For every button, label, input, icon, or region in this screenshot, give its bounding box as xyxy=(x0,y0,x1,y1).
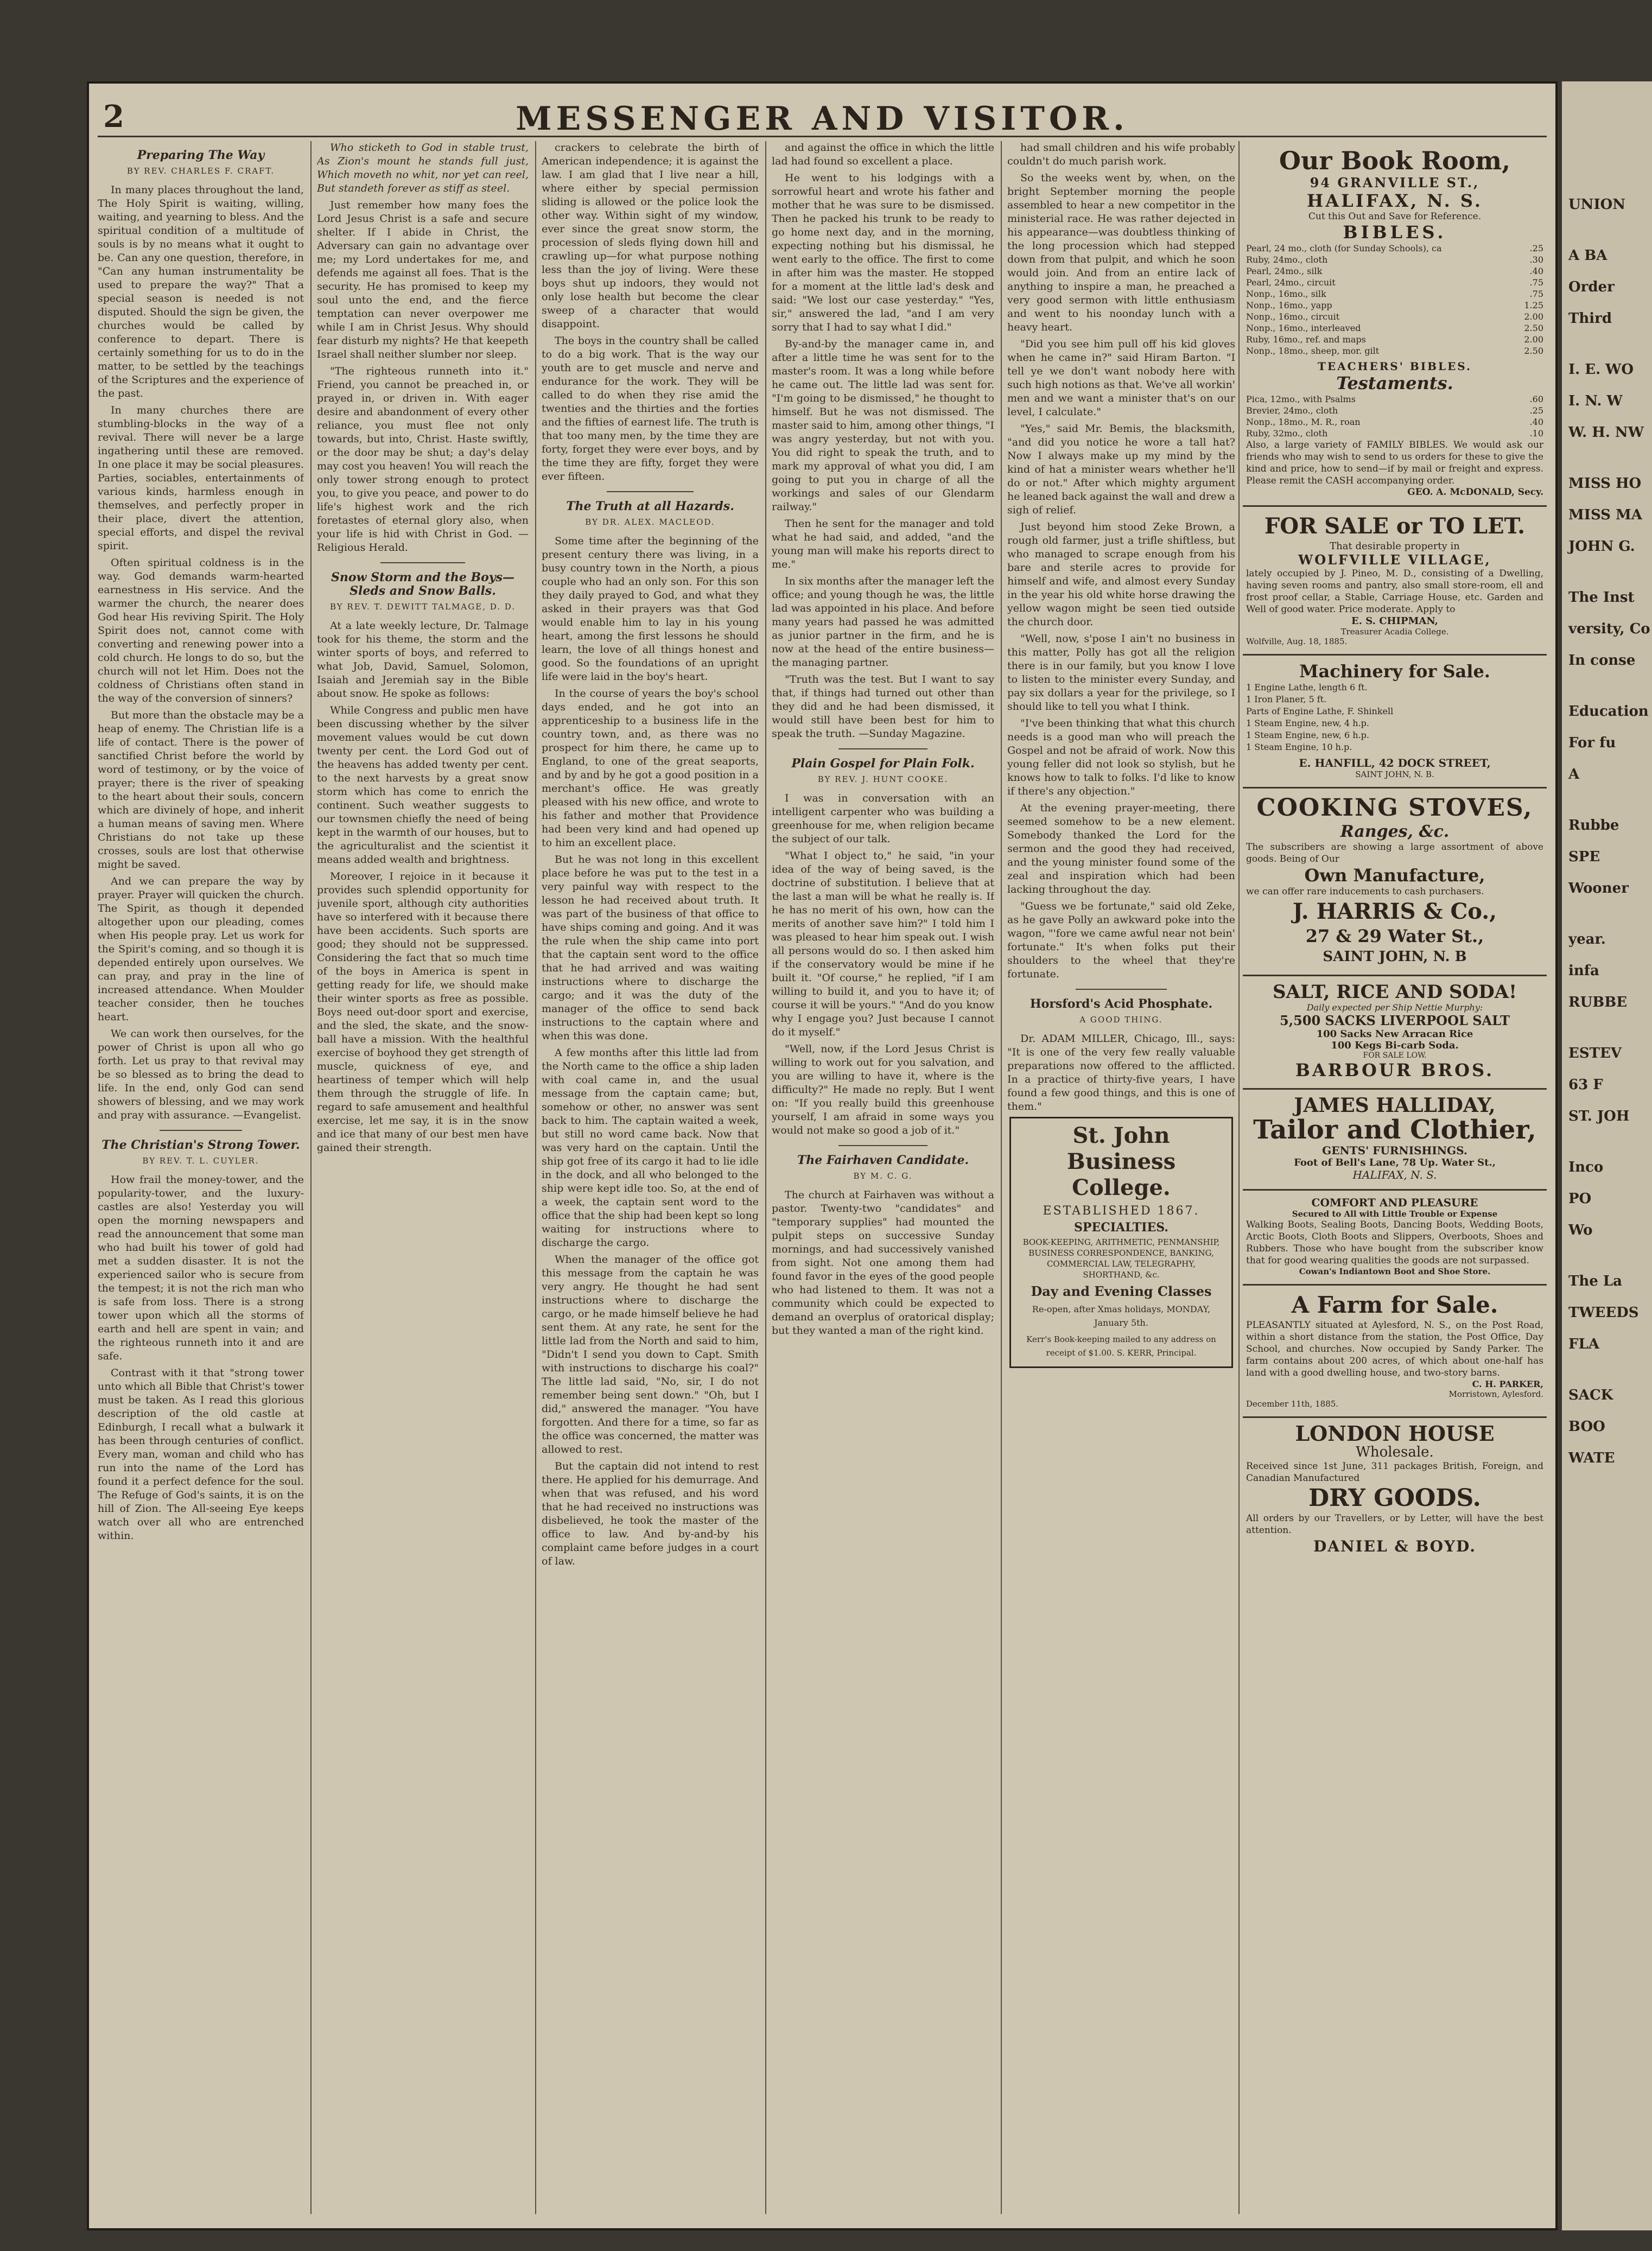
column-3 xyxy=(542,141,759,2225)
price-value: .60 xyxy=(1529,394,1543,404)
list-item: 1 Engine Lathe, length 6 ft. xyxy=(1246,682,1368,692)
adjacent-text-fragment: ESTEV xyxy=(1568,1045,1622,1061)
ad-body: Also, a large variety of FAMILY BIBLES. We would ask our friends who may wish to send to us orders for these to give the kind and price, how to send—if by mail or freight and express. Please remit the CASH accompanying order. xyxy=(1246,440,1543,486)
adjacent-text-fragment: TWEEDS xyxy=(1568,1305,1639,1321)
ad-body: Received since 1st June, 311 packages British, Foreign, and Canadian Manufactured xyxy=(1246,1461,1543,1484)
price-item: Pearl, 24mo., circuit xyxy=(1246,277,1336,288)
ad-section: Testaments. xyxy=(1336,373,1453,393)
adjacent-text-fragment: In conse xyxy=(1568,652,1636,669)
list-item: 1 Steam Engine, new, 6 h.p. xyxy=(1246,730,1369,740)
comfort-ad xyxy=(1243,1191,1547,1286)
ad-section: BIBLES. xyxy=(1343,222,1447,243)
ad-footer: Kerr's Book-keeping mailed to any address on receipt of $1.00. S. KERR, Principal. xyxy=(1026,1334,1216,1358)
ad-list: BOOK-KEEPING, ARITHMETIC, PENMANSHIP, BUSINESS CORRESPONDENCE, BANKING, COMMERCIAL LAW, TELEGRAPHY, SHORTHAND, &c. xyxy=(1022,1237,1220,1280)
ad-title: SALT, RICE AND SODA! xyxy=(1272,981,1517,1003)
byline: BY M. C. G. xyxy=(853,1171,913,1181)
paragraph: And we can prepare the way by prayer. Prayer will quicken the church. The Spirit, as though it depended altogether upon our pleading, comes when His people pray. Let us work for the Spirit's coming, and so though it is depended entirely upon ourselves. We can pray, and pray in the line of increased attendance. When Moulder teacher consider, then he touches heart. xyxy=(98,875,304,1023)
adjacent-text-fragment: WATE xyxy=(1568,1450,1615,1466)
price-value: 2.50 xyxy=(1524,323,1543,333)
price-value: 2.50 xyxy=(1524,346,1543,356)
paragraph: But he was not long in this excellent place before he was put to the test in a very painful way with respect to the lesson he had received about truth. It was part of the business of that office to have ships coming and going. And it was the rule when the ship came into port that the captain sent word to the office that he had arrived and was waiting instructions where to discharge the cargo; and it was the duty of the manager of the office to send back instructions to the captain where and when this was done. xyxy=(542,854,759,1042)
ad-body: lately occupied by J. Pineo, M. D., consisting of a Dwelling, having seven rooms and pantry, also small store-room, ell and frost proof cellar, a Stable, Carriage House, etc. Garden and Well of good water. Price moderate. Apply to xyxy=(1246,568,1543,615)
list-item: Parts of Engine Lathe, F. Shinkell xyxy=(1246,706,1394,716)
paragraph: "Yes," said Mr. Bemis, the blacksmith, "and did you notice he wore a tall hat? Now I always make up my mind by the kind of hat a minister wears whether he'll do or not." After which mighty argument he leaned back against the wall and drew a sigh of relief. xyxy=(1007,423,1235,516)
adjacent-text-fragment: Inco xyxy=(1568,1159,1604,1175)
ad-title: Our Book Room, xyxy=(1279,146,1511,175)
paragraph: In the course of years the boy's school days ended, and he got into an apprenticeship to a business life in the country town, and, as there was no prospect for him there, he came up to England, to one of the great seaports, and by and by he got a good position in a merchant's office. He was greatly pleased with his new office, and wrote to his father and mother that Providence had been very kind and had opened up to him an excellent place. xyxy=(542,688,759,849)
article-heading: Preparing The Way xyxy=(137,148,265,162)
column-4 xyxy=(772,141,994,2225)
paragraph: In many churches there are stumbling-blocks in the way of a revival. There will never be a large ingathering until these are removed. In one place it may be social pleasures. Parties, sociables, entertainments of various kinds, harmless enough in themselves, and perfectly proper in their place, divert the attention, special efforts, and dispel the revival spirit. xyxy=(98,404,304,552)
salt-ad xyxy=(1243,976,1547,1090)
price-row xyxy=(1246,300,1543,311)
masthead xyxy=(87,92,1558,141)
paragraph: But the captain did not intend to rest there. He applied for his demurrage. And when that was refused, and his word that he had received no instructions was disbelieved, he took the master of the office to law. And by-and-by his complaint came before judges in a court of law. xyxy=(542,1460,759,1567)
article-heading: The Fairhaven Candidate. xyxy=(797,1153,969,1167)
adjacent-text-fragment: MISS MA xyxy=(1568,507,1642,523)
price-item: Nonp., 18mo., sheep, mor. gilt xyxy=(1246,346,1380,356)
adjacent-text-fragment: RUBBE xyxy=(1568,994,1628,1010)
adjacent-text-fragment: W. H. NW xyxy=(1568,424,1644,441)
paragraph: Then he sent for the manager and told what he had said, and added, "and the young man will make his reports direct to me." xyxy=(772,518,994,570)
paragraph: had small children and his wife probably couldn't do much parish work. xyxy=(1007,142,1235,167)
column-rule xyxy=(310,141,312,2214)
adjacent-text-fragment: UNION xyxy=(1568,196,1626,213)
ad-subheading: A GOOD THING. xyxy=(1079,1015,1163,1025)
adjacent-text-fragment: I. E. WO xyxy=(1568,361,1634,378)
paragraph: We can work then ourselves, for the power of Christ is upon all who go forth. Let us pray to that revival may be so blessed as to bring the dead to life. In the end, only God can send showers of blessing, and we may work and pray with assurance. —Evangelist. xyxy=(98,1028,304,1121)
ad-title: COMFORT AND PLEASURE xyxy=(1311,1196,1478,1209)
adjacent-text-fragment: FLA xyxy=(1568,1336,1599,1352)
price-row xyxy=(1246,345,1543,357)
adjacent-text-fragment: SACK xyxy=(1568,1387,1613,1403)
adjacent-text-fragment: Wooner xyxy=(1568,880,1629,896)
price-item: Nonp., 16mo., yapp xyxy=(1246,300,1332,310)
price-value: .40 xyxy=(1529,266,1543,276)
paragraph: So the weeks went by, when, on the bright September morning the people assembled to hear a new competitor in the ministerial race. He was rather dejected in his appearance—was doubtless thinking of the long procession which had stepped down from that pulpit, and which he soon would join. And from an entire lack of anything to inspire a man, he preached a very good sermon with little enthusiasm and went to his noonday lunch with a heavy heart. xyxy=(1007,172,1235,333)
ad-heading: Horsford's Acid Phosphate. xyxy=(1030,997,1213,1011)
ad-note: Cut this Out and Save for Reference. xyxy=(1308,211,1482,222)
price-value: .40 xyxy=(1529,417,1543,427)
column-rule xyxy=(1238,141,1240,2214)
divider xyxy=(1076,989,1167,990)
ad-line: 5,500 SACKS LIVERPOOL SALT xyxy=(1280,1013,1510,1028)
ad-agent-title: Treasurer Acadia College. xyxy=(1340,627,1449,637)
ad-place: WOLFVILLE VILLAGE, xyxy=(1298,552,1491,568)
paragraph: I was in conversation with an intelligent carpenter who was building a greenhouse for me, when religion became the subject of our talk. xyxy=(772,792,994,845)
ad-line: FOR SALE LOW. xyxy=(1363,1051,1427,1060)
paragraph: "Well, now, if the Lord Jesus Christ is willing to work out for you salvation, and you are willing to have it, where is the difficulty?" He made no reply. But I went on: "If you really build this greenhouse yourself, I am afraid in some ways you would not make so good a job of it." xyxy=(772,1043,994,1136)
price-item: Nonp., 18mo., M. R., roan xyxy=(1246,417,1361,427)
price-row xyxy=(1246,254,1543,265)
ad-seller: E. HANFILL, 42 DOCK STREET, xyxy=(1299,756,1491,770)
ad-reopen: Re-open, after Xmas holidays, MONDAY, January 5th. xyxy=(1032,1304,1211,1328)
ad-firm: BARBOUR BROS. xyxy=(1295,1060,1495,1080)
paragraph: A few months after this little lad from the North came to the office a ship laden with coal came in, and the usual message from the captain came; but, somehow or other, no answer was sent back to him. The captain waited a week, but still no word came back. Now that was very hard on the captain. Until the ship got free of its cargo it had to lie idle in the dock, and all who belonged to the ship were kept idle too. So, at the end of a week, the captain sent word to the office that the ship had been kept so long waiting for instructions where to discharge the cargo. xyxy=(542,1047,759,1249)
ad-city: SAINT JOHN, N. B xyxy=(1323,949,1467,965)
price-row xyxy=(1246,311,1543,322)
paragraph: At the evening prayer-meeting, there seemed somehow to be a new element. Somebody thanked the Lord for the sermon and the good they had received, and the young minister found some of the zeal and inspiration which had been lacking throughout the day. xyxy=(1007,802,1235,895)
ad-body: we can offer rare inducements to cash purchasers. xyxy=(1246,886,1484,897)
ad-city: HALIFAX, N. S. xyxy=(1352,1168,1437,1181)
ad-sub: Daily expected per Ship Nettie Murphy: xyxy=(1306,1002,1483,1013)
divider xyxy=(380,562,465,563)
byline: BY REV. CHARLES F. CRAFT. xyxy=(126,166,275,176)
ad-sub: Secured to All with Little Trouble or Expense xyxy=(1292,1209,1498,1219)
price-row xyxy=(1246,243,1543,254)
adjacent-text-fragment: Rubbe xyxy=(1568,817,1619,834)
london-house-ad xyxy=(1243,1418,1547,1565)
list-item: 1 Iron Planer, 5 ft. xyxy=(1246,694,1327,704)
ad-established: ESTABLISHED 1867. xyxy=(1043,1204,1200,1218)
ad-classes: Day and Evening Classes xyxy=(1031,1283,1212,1299)
ad-address: 94 GRANVILLE ST., xyxy=(1310,175,1480,190)
byline: BY REV. T. L. CUYLER. xyxy=(142,1156,259,1166)
adjacent-text-fragment: Education xyxy=(1568,703,1649,720)
paragraph: At a late weekly lecture, Dr. Talmage took for his theme, the storm and the winter sports of boys, and referred to what Job, David, Samuel, Solomon, Isaiah and Jeremiah say in the Bible about snow. He spoke as follows: xyxy=(317,620,529,700)
column-1 xyxy=(98,141,304,2225)
paragraph: He went to his lodgings with a sorrowful heart and wrote his father and mother that he was sure to be dismissed. Then he packed his trunk to be ready to go home next day, and in the morning, expecting nothing but his dismissal, he went early to the office. The first to come in after him was the master. He stopped for a moment at the little lad's desk and said: "We lost our case yesterday." "Yes, sir," answered the lad, "and I am very sorry that I had to say what I did." xyxy=(772,172,994,333)
paragraph: "Guess we be fortunate," said old Zeke, as he gave Polly an awkward poke into the wagon, "'fore we came awful near not bein' fortunate." It's when folks put their shoulders to the wheel that they're fortunate. xyxy=(1007,900,1235,980)
adjacent-text-fragment: versity, Co xyxy=(1568,621,1650,637)
bible-price-list xyxy=(1246,243,1543,357)
adjacent-text-fragment: A BA xyxy=(1568,247,1607,264)
byline: BY REV. T. DEWITT TALMAGE, D. D. xyxy=(329,602,516,612)
paragraph: Just remember how many foes the Lord Jesus Christ is a safe and secure shelter. If I abide in Christ, the Adversary can gain no advantage over me; my Lord undertakes for me, and defends me against all foes. That is the security. He has promised to keep my soul unto the end, and the fierce temptation can never overpower me while I am in Christ Jesus. Why should fear disturb my nights? He that keepeth Israel shall neither slumber nor sleep. xyxy=(317,199,529,360)
byline: BY DR. ALEX. MACLEOD. xyxy=(585,517,715,527)
column-5 xyxy=(1007,141,1235,2225)
book-room-ad xyxy=(1243,141,1547,507)
adjacent-text-fragment: Order xyxy=(1568,279,1615,295)
ad-title: FOR SALE or TO LET. xyxy=(1264,513,1526,539)
paragraph: "What I object to," he said, "in your idea of the way of being saved, is the doctrine of substitution. I believe that at the last a man will be what he really is. If he has no merit of his own, how can the merits of another save him?" I told him I was pleased to hear him speak out. I wish all persons would do so. I then asked him if the conservatory would be mine if he built it. "Of course," he replied, "if I am willing to build it, and you to have it; of course it will be yours." "And do you know why I engage you? Just because I cannot do it myself." xyxy=(772,850,994,1038)
price-item: Nonp., 16mo., silk xyxy=(1246,289,1326,299)
list-item: 1 Steam Engine, 10 h.p. xyxy=(1246,742,1352,752)
price-value: 2.00 xyxy=(1524,334,1543,345)
paragraph: crackers to celebrate the birth of American independence; it is against the law. I am glad that I live near a hill, where either by special permission sliding is allowed or the police look the other way. Within sight of my window, ever since the great snow storm, the procession of sleds flying down hill and crawling up—for what purpose nothing less than the joy of living. Were these boys shut up indoors, they would not only lose health but become the clear sweep of a character that would disappoint. xyxy=(542,142,759,330)
adjacent-text-fragment: A xyxy=(1568,766,1580,783)
ad-own: Own Manufacture, xyxy=(1304,865,1485,886)
paragraph: Contrast with it that "strong tower unto which all Bible that Christ's tower must be taken. As I read this glorious description of the old castle at Edinburgh, I recall what a bulwark it has been through centuries of conflict. Every man, woman and child who has run into the name of the Lord has found it a perfect defence for the soul. The Refuge of God's saints, it is on the hill of Zion. The All-seeing Eye keeps watch over all who are entrenched within. xyxy=(98,1367,304,1542)
price-value: 1.25 xyxy=(1524,300,1543,310)
ad-trade: Tailor and Clothier, xyxy=(1253,1115,1536,1145)
ad-signature: C. H. PARKER, xyxy=(1472,1379,1543,1389)
adjacent-text-fragment: The Inst xyxy=(1568,589,1635,606)
paragraph: Just beyond him stood Zeke Brown, a rough old farmer, just a trifle shiftless, but who managed to scrape enough from his bare and sterile acres to provide for himself and wife, and almost every Sunday in the year his old white horse drawing the yellow wagon might be seen tied outside the church door. xyxy=(1007,521,1235,628)
divider xyxy=(838,748,927,749)
price-item: Pearl, 24mo., silk xyxy=(1246,266,1323,276)
adjacent-text-fragment: BOO xyxy=(1568,1419,1605,1435)
divider xyxy=(160,1130,242,1131)
stoves-ad xyxy=(1243,789,1547,976)
paragraph: When the manager of the office got this message from the captain he was very angry. He thought he had sent instructions where to discharge the cargo, or he made himself believe he had sent them. At any rate, he sent for the little lad from the North and said to him, "Didn't I send you down to Capt. Smith with instructions to discharge his coal?" The little lad said, "No, sir, I do not remember being sent down." "Oh, but I did," answered the manager. "You have forgotten. And there for a time, so far as the office was concerned, the matter was allowed to rest. xyxy=(542,1254,759,1455)
paragraph: In many places throughout the land, The Holy Spirit is waiting, willing, waiting, and yearning to bless. And the spiritual condition of a multitude of souls is by no means what it ought to be. Can any one question, therefore, in "Can any human instrumentality be used to prepare the way?" That a special season is needed is not disputed. Should the sign be given, the churches would be called by conference to depart. There is certainly something for us to do in the matter, to be settled by the teachings of the Scriptures and the experience of the past. xyxy=(98,184,304,399)
adjacent-page-strip xyxy=(1562,81,1652,2230)
ad-section: TEACHERS' BIBLES. xyxy=(1317,360,1472,373)
adjacent-text-fragment: SPE xyxy=(1568,849,1600,865)
price-value: .75 xyxy=(1529,289,1543,299)
ad-footer: Cowan's Indiantown Boot and Shoe Store. xyxy=(1299,1267,1491,1276)
price-item: Pearl, 24 mo., cloth (for Sunday Schools), ca xyxy=(1246,243,1442,253)
article-heading: The Christian's Strong Tower. xyxy=(101,1138,300,1152)
article-heading: The Truth at all Hazards. xyxy=(566,499,734,513)
price-item: Ruby, 24mo., cloth xyxy=(1246,255,1328,265)
ad-body: Walking Boots, Sealing Boots, Dancing Boots, Wedding Boots, Arctic Boots, Cloth Boots and Slippers, Overboots, Shoes and Rubbers. Those who have bought from the subscriber know that for good wearing qualities the goods are not surpassed. xyxy=(1246,1219,1543,1266)
paragraph: Dr. ADAM MILLER, Chicago, Ill., says: "It is one of the very few really valuable preparations now offered to the afflicted. In a practice of thirty-five years, I have found a few good things, and this is one of them." xyxy=(1007,1033,1235,1112)
adjacent-text-fragment: MISS HO xyxy=(1568,475,1642,492)
adjacent-text-fragment: For fu xyxy=(1568,735,1616,751)
adjacent-text-fragment: year. xyxy=(1568,931,1606,948)
article-heading: Snow Storm and the Boys—Sleds and Snow Balls. xyxy=(331,570,514,598)
ad-title: A Farm for Sale. xyxy=(1291,1292,1498,1318)
price-value: .25 xyxy=(1529,405,1543,416)
adjacent-text-fragment: infa xyxy=(1568,963,1599,979)
paragraph: "Truth was the test. But I want to say that, if things had turned out other than they did and he had been dismissed, it would still have been best for him to speak the truth. —Sunday Magazine. xyxy=(772,673,994,740)
paragraph: By-and-by the manager came in, and after a little time he was sent for to the master's room. It was a long while before he came out. The little lad was sent for. "I'm going to be dismissed," he thought to himself. But he was not dismissed. The master said to him, among other things, "I was angry yesterday, but not with you. You did right to speak the truth, and to mark my approval of what you did, I am going to put you in charge of all the workings and sales of our Glendarm railway." xyxy=(772,338,994,513)
price-item: Nonp., 16mo., circuit xyxy=(1246,311,1340,322)
paragraph: "The righteous runneth into it." Friend, you cannot be preached in, or prayed in, or driven in. With eager desire and abandonment of every other reliance, you must flee not only towards, but into, Christ. Haste swiftly, or the door may be shut; a day's delay may cost you heaven! You will reach the only tower strong enough to protect you, to give you peace, and power to do life's highest work and the rich foretastes of eternal glory also, when your life is hid with Christ in God. —Religious Herald. xyxy=(317,365,529,554)
ad-city: SAINT JOHN, N. B. xyxy=(1355,770,1434,779)
ad-dry-goods: DRY GOODS. xyxy=(1308,1484,1481,1512)
paragraph: Some time after the beginning of the present century there was living, in a busy country town in the North, a pious couple who had an only son. For this son they daily prayed to God, and what they asked in their prayers was that God would enable him to lay in his young heart, among the first lessons he should learn, the love of all things honest and good. So the foundations of an upright life were laid in the boy's heart. xyxy=(542,535,759,683)
adjacent-text-fragment: Wo xyxy=(1568,1222,1593,1238)
paragraph: In six months after the manager left the office; and young though he was, the little lad was appointed in his place. And before many years had passed he was admitted as junior partner in the firm, and he is now at the head of the entire business—the managing partner. xyxy=(772,575,994,669)
price-row xyxy=(1246,288,1543,300)
paragraph: "Well, now, s'pose I ain't no business in this matter, Polly has got all the religion there is in our family, but you know I love to listen to the minister every Sunday, and pay six dollars a year for the privilege, so I should like to tell you what I think. xyxy=(1007,633,1235,713)
adjacent-text-fragment: JOHN G. xyxy=(1568,538,1635,555)
ad-firm: J. HARRIS & Co., xyxy=(1292,899,1497,924)
column-rule xyxy=(1001,141,1002,2214)
ad-sub: Wholesale. xyxy=(1356,1444,1434,1460)
ad-agent: E. S. CHIPMAN, xyxy=(1351,615,1438,627)
ad-city: HALIFAX, N. S. xyxy=(1307,190,1483,211)
ad-address: Foot of Bell's Lane, 78 Up. Water St., xyxy=(1294,1157,1496,1168)
column-2 xyxy=(317,141,529,2225)
paragraph: Often spiritual coldness is in the way. God demands warm-hearted earnestness in His service. And the warmer the church, the nearer does God hear His reviving Spirit. The Holy Spirit does not, cannot come with converting and renewing power into a cold church. He longs to do so, but the church will not let Him. Does not the coldness of Christians often stand in the way of the conversion of sinners? xyxy=(98,557,304,704)
ad-date: Wolfville, Aug. 18, 1885. xyxy=(1246,637,1348,646)
price-row xyxy=(1246,428,1543,439)
ad-sub: That desirable property in xyxy=(1330,541,1460,552)
ad-name: JAMES HALLIDAY, xyxy=(1294,1094,1496,1117)
paragraph: "Did you see him pull off his kid gloves when he came in?" said Hiram Barton. "I tell ye we don't want nobody here with such high notions as that. We've all workin' men and we want a minister that's on our level, I calculate." xyxy=(1007,338,1235,418)
column-rule xyxy=(535,141,536,2214)
list-item: 1 Steam Engine, new, 4 h.p. xyxy=(1246,718,1369,728)
price-row xyxy=(1246,334,1543,345)
paragraph: How frail the money-tower, and the popularity-tower, and the luxury-castles are also! Yesterday you will open the morning newspapers and read the announcement that some man who had built his tower of gold had met a sudden disaster. It is not the experienced sailor who is secure from the tempest; it is not the rich man who is safe from loss. There is a strong tower upon which all the storms of earth and hell are spent in vain; and the righteous runneth into it and are safe. xyxy=(98,1174,304,1362)
column-rule xyxy=(765,141,766,2214)
divider xyxy=(838,1145,927,1146)
ad-title: LONDON HOUSE xyxy=(1295,1421,1495,1446)
ad-title: Machinery for Sale. xyxy=(1299,661,1490,682)
price-row xyxy=(1246,277,1543,288)
price-row xyxy=(1246,322,1543,334)
price-row xyxy=(1246,405,1543,416)
ad-signature: GEO. A. McDONALD, Secy. xyxy=(1407,487,1543,498)
machinery-ad xyxy=(1243,656,1547,789)
newspaper-title: MESSENGER AND VISITOR. xyxy=(516,100,1129,138)
ad-specialties: SPECIALTIES. xyxy=(1074,1220,1168,1235)
price-value: .30 xyxy=(1529,255,1543,265)
price-row xyxy=(1246,393,1543,405)
price-row xyxy=(1246,416,1543,428)
byline: BY REV. J. HUNT COOKE. xyxy=(817,774,949,784)
adjacent-page-text xyxy=(1562,81,1652,1467)
paragraph: The boys in the country shall be called to do a big work. That is the way our youth are to get muscle and nerve and endurance for the work. They will be called to do when they rise amid the twenties and the thirties and the forties and the fifties of earnest life. The truth is that too many men, by the time they are forty, forget they were ever boys, and by the time they are fifty, forget they were ever fifteen. xyxy=(542,335,759,482)
paragraph: While Congress and public men have been discussing whether by the silver movement values would be cut down twenty per cent. the Lord God out of the heavens has added twenty per cent. to the next harvests by a great snow storm which has come to enrich the continent. Such weather suggests to our townsmen chiefly the need of being kept in the warmth of our houses, but to the agriculturalist and the scientist it means added wealth and brightness. xyxy=(317,704,529,866)
ad-body: All orders by our Travellers, or by Letter, will have the best attention. xyxy=(1246,1513,1543,1536)
adjacent-text-fragment: The La xyxy=(1568,1273,1622,1289)
newspaper-page xyxy=(87,81,1558,2230)
paragraph: The church at Fairhaven was without a pastor. Twenty-two "candidates" and "temporary supplies" had mounted the pulpit steps on successive Sunday mornings, and had successively vanished from sight. Not one among them had found favor in the eyes of the good people who had listened to them. It was not a community which could be expected to demand an overplus of oratorical display; but they wanted a man of the right kind. xyxy=(772,1189,994,1337)
ad-sub: Ranges, &c. xyxy=(1340,822,1450,841)
adjacent-text-fragment: ST. JOH xyxy=(1568,1108,1630,1124)
price-row xyxy=(1246,265,1543,277)
price-item: Ruby, 32mo., cloth xyxy=(1246,428,1328,438)
divider xyxy=(607,491,694,492)
adjacent-text-fragment: 63 F xyxy=(1568,1077,1603,1093)
page-number: 2 xyxy=(103,99,124,135)
paragraph: But more than the obstacle may be a heap of enemy. The Christian life is a life of contact. There is the power of sanctified Christ before the world by word of testimony, or by the voice of prayer; there is the river of speaking to the heart about their souls, concern which are divinely of hope, and inherit a human means of saving men. Where Christians do not take up these crosses, souls are lost that otherwise might be saved. xyxy=(98,709,304,870)
paragraph: Moreover, I rejoice in it because it provides such splendid opportunity for juvenile sport, although city authorities have so interfered with it because there have been accidents. Such sports are good; they should not be suppressed. Considering the fact that so much time of the boys in America is spent in getting ready for life, we should make their winter sports as free as possible. Boys need out-door sport and exercise, and the sled, the skate, and the snow-ball have a mission. With the healthful exercise of boyhood they get strength of muscle, quickness of eye, and heartiness of temper which will help them through the struggle of life. In regard to safe amusement and healthful exercise, let me say, it is in the snow and ice that many of our best men have gained their strength. xyxy=(317,870,529,1154)
ad-title: COOKING STOVES, xyxy=(1256,794,1533,822)
ad-sub: GENTS' FURNISHINGS. xyxy=(1322,1144,1467,1157)
farm-ad xyxy=(1243,1286,1547,1418)
ad-body: PLEASANTLY situated at Aylesford, N. S., on the Post Road, within a short distance from the station, the Post Office, Day School, and churches. Now occupied by Sandy Parker. The farm contains about 200 acres, of which about one-half has land with a good dwelling house, and two-story barns. xyxy=(1246,1320,1543,1378)
adjacent-text-fragment: Third xyxy=(1568,310,1612,327)
ad-line: 100 Kegs Bi-carb Soda. xyxy=(1331,1040,1459,1051)
ad-place: Morristown, Aylesford. xyxy=(1448,1389,1543,1399)
masthead-rule xyxy=(98,136,1547,137)
price-item: Ruby, 16mo., ref. and maps xyxy=(1246,334,1366,345)
paragraph: "I've been thinking that what this church needs is a good man who will preach the Gospel and not be afraid of work. Now this young feller did not look so stylish, but he knows how to talk to folks. I'd like to know if there's any objection." xyxy=(1007,717,1235,797)
ad-date: December 11th, 1885. xyxy=(1246,1399,1339,1409)
ad-body: The subscribers are showing a large assortment of above goods. Being of Our xyxy=(1246,842,1543,864)
machinery-list xyxy=(1246,682,1543,753)
ad-address: 27 & 29 Water St., xyxy=(1305,926,1484,946)
price-value: .75 xyxy=(1529,277,1543,288)
paragraph: and against the office in which the little lad had found so excellent a place. xyxy=(772,142,994,167)
adjacent-text-fragment: PO xyxy=(1568,1191,1592,1207)
price-item: Brevier, 24mo., cloth xyxy=(1246,405,1338,416)
price-value: .10 xyxy=(1529,428,1543,438)
ad-title: St. John Business College. xyxy=(1066,1123,1176,1200)
advertisements-column xyxy=(1243,141,1547,2225)
for-sale-ad xyxy=(1243,507,1547,656)
adjacent-text-fragment: I. N. W xyxy=(1568,393,1623,409)
price-value: 2.00 xyxy=(1524,311,1543,322)
testament-price-list xyxy=(1246,393,1543,439)
poem: Who sticketh to God in stable trust, As Zion's mount he stands full just, Which moveth no whit, nor yet can reel, But standeth forever as stiff as steel. xyxy=(317,142,529,194)
business-college-ad xyxy=(1009,1117,1233,1368)
article-heading: Plain Gospel for Plain Folk. xyxy=(791,756,975,771)
price-item: Pica, 12mo., with Psalms xyxy=(1246,394,1356,404)
halliday-ad xyxy=(1243,1090,1547,1191)
ad-line: 100 Sacks New Arracan Rice xyxy=(1316,1028,1473,1040)
price-item: Nonp., 16mo., interleaved xyxy=(1246,323,1361,333)
price-value: .25 xyxy=(1529,243,1543,253)
ad-firm: DANIEL & BOYD. xyxy=(1313,1537,1477,1555)
